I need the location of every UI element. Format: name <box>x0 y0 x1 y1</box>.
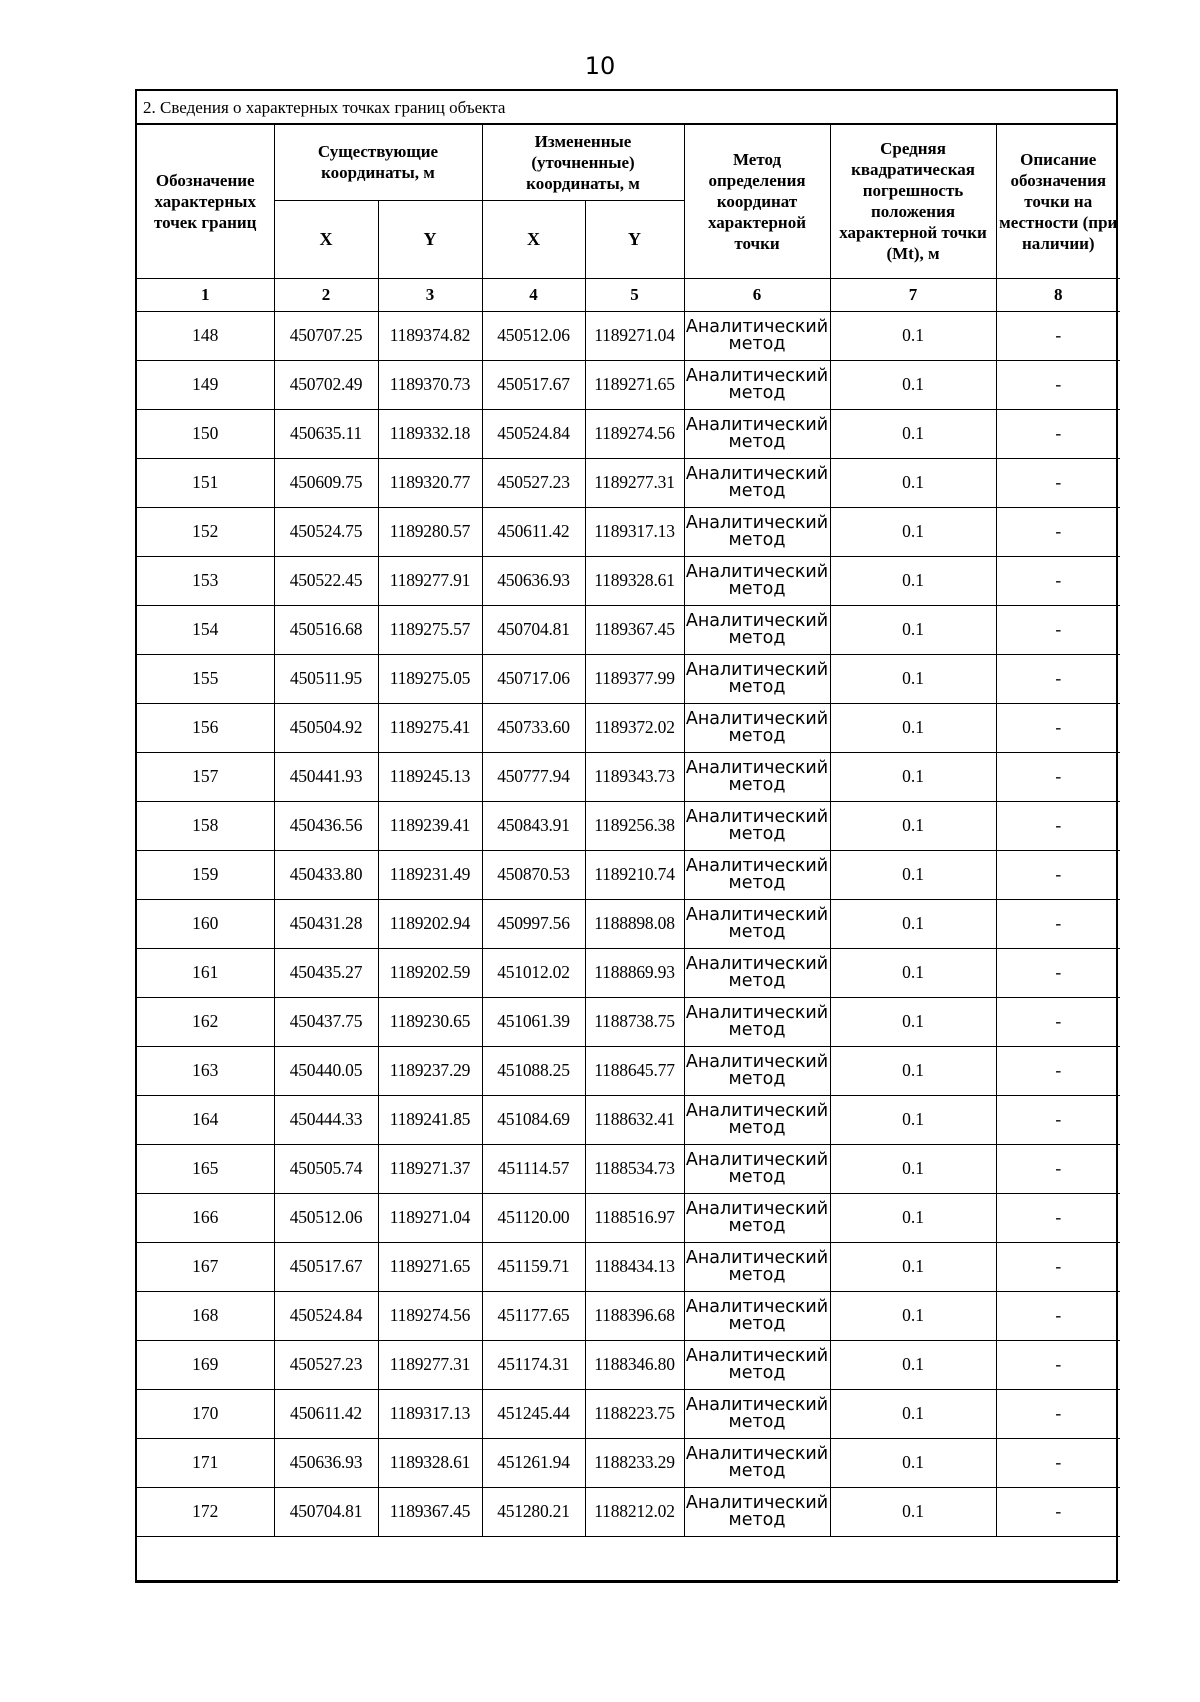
table-row <box>137 1340 1120 1389</box>
header-changed-coordinates: Измененные (уточненные) координаты, м <box>482 125 684 200</box>
existing-x-cell: 450504.92 <box>274 703 378 752</box>
changed-y-cell: 1189372.02 <box>585 703 684 752</box>
method-cell: Аналитический метод <box>684 1144 830 1193</box>
changed-x-cell: 450777.94 <box>482 752 585 801</box>
changed-y-cell: 1188534.73 <box>585 1144 684 1193</box>
changed-y-cell: 1188212.02 <box>585 1487 684 1536</box>
existing-y-cell: 1189275.57 <box>378 605 482 654</box>
method-cell: Аналитический метод <box>684 605 830 654</box>
error-cell: 0.1 <box>830 1046 996 1095</box>
changed-y-cell: 1188738.75 <box>585 997 684 1046</box>
method-cell: Аналитический метод <box>684 1389 830 1438</box>
description-cell: - <box>996 311 1120 360</box>
header-mean-square-error: Средняя квадратическая погрешность положения характерной точки (Mt), м <box>830 125 996 278</box>
table-row <box>137 1193 1120 1242</box>
description-cell: - <box>996 1291 1120 1340</box>
table-row <box>137 1438 1120 1487</box>
method-cell: Аналитический метод <box>684 1291 830 1340</box>
method-cell: Аналитический метод <box>684 1193 830 1242</box>
existing-x-cell: 450511.95 <box>274 654 378 703</box>
point-cell: 154 <box>137 605 274 654</box>
description-cell: - <box>996 1144 1120 1193</box>
existing-x-cell: 450527.23 <box>274 1340 378 1389</box>
section-title: 2. Сведения о характерных точках границ объекта <box>137 91 1116 125</box>
existing-x-cell: 450431.28 <box>274 899 378 948</box>
existing-x-cell: 450516.68 <box>274 605 378 654</box>
error-cell: 0.1 <box>830 1487 996 1536</box>
table-row <box>137 850 1120 899</box>
header-changed-x: X <box>482 200 585 278</box>
changed-x-cell: 450870.53 <box>482 850 585 899</box>
changed-x-cell: 451012.02 <box>482 948 585 997</box>
empty-cell <box>137 1536 1120 1580</box>
existing-y-cell: 1189277.31 <box>378 1340 482 1389</box>
description-cell: - <box>996 997 1120 1046</box>
changed-x-cell: 451084.69 <box>482 1095 585 1144</box>
point-cell: 161 <box>137 948 274 997</box>
method-cell: Аналитический метод <box>684 997 830 1046</box>
table-row <box>137 654 1120 703</box>
method-cell: Аналитический метод <box>684 654 830 703</box>
changed-x-cell: 450843.91 <box>482 801 585 850</box>
error-cell: 0.1 <box>830 752 996 801</box>
changed-y-cell: 1188632.41 <box>585 1095 684 1144</box>
table-row <box>137 409 1120 458</box>
existing-x-cell: 450609.75 <box>274 458 378 507</box>
existing-y-cell: 1189202.94 <box>378 899 482 948</box>
changed-y-cell: 1188516.97 <box>585 1193 684 1242</box>
description-cell: - <box>996 1242 1120 1291</box>
column-number: 8 <box>996 278 1120 311</box>
changed-y-cell: 1189256.38 <box>585 801 684 850</box>
changed-x-cell: 450512.06 <box>482 311 585 360</box>
column-number: 4 <box>482 278 585 311</box>
error-cell: 0.1 <box>830 311 996 360</box>
changed-x-cell: 451174.31 <box>482 1340 585 1389</box>
changed-x-cell: 450997.56 <box>482 899 585 948</box>
changed-y-cell: 1189271.65 <box>585 360 684 409</box>
existing-y-cell: 1189271.65 <box>378 1242 482 1291</box>
existing-y-cell: 1189332.18 <box>378 409 482 458</box>
description-cell: - <box>996 1046 1120 1095</box>
changed-y-cell: 1189271.04 <box>585 311 684 360</box>
method-cell: Аналитический метод <box>684 1242 830 1291</box>
table-row <box>137 605 1120 654</box>
error-cell: 0.1 <box>830 948 996 997</box>
point-cell: 158 <box>137 801 274 850</box>
existing-x-cell: 450435.27 <box>274 948 378 997</box>
table-row <box>137 1242 1120 1291</box>
boundary-points-section <box>135 89 1118 1583</box>
changed-x-cell: 450717.06 <box>482 654 585 703</box>
existing-x-cell: 450707.25 <box>274 311 378 360</box>
changed-x-cell: 450611.42 <box>482 507 585 556</box>
table-row <box>137 1487 1120 1536</box>
point-cell: 162 <box>137 997 274 1046</box>
point-cell: 152 <box>137 507 274 556</box>
error-cell: 0.1 <box>830 899 996 948</box>
existing-x-cell: 450524.75 <box>274 507 378 556</box>
table-row <box>137 899 1120 948</box>
header-existing-y: Y <box>378 200 482 278</box>
table-row <box>137 360 1120 409</box>
description-cell: - <box>996 1095 1120 1144</box>
changed-y-cell: 1189343.73 <box>585 752 684 801</box>
changed-x-cell: 451088.25 <box>482 1046 585 1095</box>
existing-y-cell: 1189241.85 <box>378 1095 482 1144</box>
existing-y-cell: 1189275.41 <box>378 703 482 752</box>
changed-y-cell: 1189210.74 <box>585 850 684 899</box>
error-cell: 0.1 <box>830 703 996 752</box>
header-existing-x: X <box>274 200 378 278</box>
existing-y-cell: 1189231.49 <box>378 850 482 899</box>
point-cell: 168 <box>137 1291 274 1340</box>
description-cell: - <box>996 1193 1120 1242</box>
table-row <box>137 997 1120 1046</box>
error-cell: 0.1 <box>830 1242 996 1291</box>
existing-y-cell: 1189202.59 <box>378 948 482 997</box>
changed-x-cell: 450733.60 <box>482 703 585 752</box>
description-cell: - <box>996 752 1120 801</box>
changed-y-cell: 1189328.61 <box>585 556 684 605</box>
changed-y-cell: 1188346.80 <box>585 1340 684 1389</box>
changed-x-cell: 451261.94 <box>482 1438 585 1487</box>
changed-y-cell: 1188869.93 <box>585 948 684 997</box>
point-cell: 150 <box>137 409 274 458</box>
existing-y-cell: 1189320.77 <box>378 458 482 507</box>
point-cell: 169 <box>137 1340 274 1389</box>
column-number: 6 <box>684 278 830 311</box>
table-row <box>137 1389 1120 1438</box>
existing-x-cell: 450444.33 <box>274 1095 378 1144</box>
changed-x-cell: 451114.57 <box>482 1144 585 1193</box>
existing-x-cell: 450441.93 <box>274 752 378 801</box>
table-row <box>137 801 1120 850</box>
point-cell: 159 <box>137 850 274 899</box>
existing-y-cell: 1189245.13 <box>378 752 482 801</box>
existing-y-cell: 1189230.65 <box>378 997 482 1046</box>
error-cell: 0.1 <box>830 507 996 556</box>
changed-y-cell: 1188434.13 <box>585 1242 684 1291</box>
table-row <box>137 1046 1120 1095</box>
changed-y-cell: 1189377.99 <box>585 654 684 703</box>
point-cell: 170 <box>137 1389 274 1438</box>
changed-y-cell: 1188645.77 <box>585 1046 684 1095</box>
method-cell: Аналитический метод <box>684 948 830 997</box>
header-method: Метод определения координат характерной точки <box>684 125 830 278</box>
table-row <box>137 948 1120 997</box>
table-row <box>137 311 1120 360</box>
existing-y-cell: 1189275.05 <box>378 654 482 703</box>
description-cell: - <box>996 948 1120 997</box>
table-row <box>137 507 1120 556</box>
description-cell: - <box>996 556 1120 605</box>
error-cell: 0.1 <box>830 1340 996 1389</box>
error-cell: 0.1 <box>830 409 996 458</box>
description-cell: - <box>996 1438 1120 1487</box>
changed-x-cell: 450704.81 <box>482 605 585 654</box>
existing-x-cell: 450704.81 <box>274 1487 378 1536</box>
method-cell: Аналитический метод <box>684 1438 830 1487</box>
changed-x-cell: 451120.00 <box>482 1193 585 1242</box>
existing-x-cell: 450635.11 <box>274 409 378 458</box>
changed-y-cell: 1188898.08 <box>585 899 684 948</box>
point-cell: 160 <box>137 899 274 948</box>
existing-y-cell: 1189328.61 <box>378 1438 482 1487</box>
existing-x-cell: 450702.49 <box>274 360 378 409</box>
error-cell: 0.1 <box>830 605 996 654</box>
existing-x-cell: 450636.93 <box>274 1438 378 1487</box>
error-cell: 0.1 <box>830 1438 996 1487</box>
point-cell: 172 <box>137 1487 274 1536</box>
changed-x-cell: 451280.21 <box>482 1487 585 1536</box>
changed-x-cell: 450517.67 <box>482 360 585 409</box>
existing-x-cell: 450522.45 <box>274 556 378 605</box>
changed-y-cell: 1189317.13 <box>585 507 684 556</box>
existing-x-cell: 450433.80 <box>274 850 378 899</box>
method-cell: Аналитический метод <box>684 458 830 507</box>
table-row <box>137 458 1120 507</box>
method-cell: Аналитический метод <box>684 1340 830 1389</box>
existing-x-cell: 450517.67 <box>274 1242 378 1291</box>
changed-y-cell: 1188223.75 <box>585 1389 684 1438</box>
changed-y-cell: 1188396.68 <box>585 1291 684 1340</box>
description-cell: - <box>996 1389 1120 1438</box>
point-cell: 164 <box>137 1095 274 1144</box>
column-number: 7 <box>830 278 996 311</box>
table-row <box>137 1144 1120 1193</box>
existing-y-cell: 1189280.57 <box>378 507 482 556</box>
point-cell: 153 <box>137 556 274 605</box>
method-cell: Аналитический метод <box>684 850 830 899</box>
error-cell: 0.1 <box>830 458 996 507</box>
description-cell: - <box>996 654 1120 703</box>
error-cell: 0.1 <box>830 1389 996 1438</box>
description-cell: - <box>996 360 1120 409</box>
existing-x-cell: 450437.75 <box>274 997 378 1046</box>
header-existing-coordinates: Существующие координаты, м <box>274 125 482 200</box>
point-cell: 157 <box>137 752 274 801</box>
header-point-designation: Обозначение характерных точек границ <box>137 125 274 278</box>
point-cell: 149 <box>137 360 274 409</box>
point-cell: 155 <box>137 654 274 703</box>
method-cell: Аналитический метод <box>684 1046 830 1095</box>
changed-x-cell: 450527.23 <box>482 458 585 507</box>
error-cell: 0.1 <box>830 850 996 899</box>
table-row <box>137 1095 1120 1144</box>
method-cell: Аналитический метод <box>684 556 830 605</box>
point-cell: 165 <box>137 1144 274 1193</box>
point-cell: 167 <box>137 1242 274 1291</box>
changed-y-cell: 1189274.56 <box>585 409 684 458</box>
existing-y-cell: 1189274.56 <box>378 1291 482 1340</box>
point-cell: 148 <box>137 311 274 360</box>
table-row <box>137 703 1120 752</box>
table-row <box>137 1291 1120 1340</box>
changed-x-cell: 451159.71 <box>482 1242 585 1291</box>
error-cell: 0.1 <box>830 1095 996 1144</box>
existing-y-cell: 1189374.82 <box>378 311 482 360</box>
method-cell: Аналитический метод <box>684 899 830 948</box>
error-cell: 0.1 <box>830 801 996 850</box>
method-cell: Аналитический метод <box>684 311 830 360</box>
description-cell: - <box>996 899 1120 948</box>
changed-x-cell: 451245.44 <box>482 1389 585 1438</box>
description-cell: - <box>996 458 1120 507</box>
existing-y-cell: 1189271.04 <box>378 1193 482 1242</box>
column-number: 5 <box>585 278 684 311</box>
description-cell: - <box>996 703 1120 752</box>
existing-x-cell: 450524.84 <box>274 1291 378 1340</box>
existing-x-cell: 450512.06 <box>274 1193 378 1242</box>
existing-y-cell: 1189239.41 <box>378 801 482 850</box>
method-cell: Аналитический метод <box>684 507 830 556</box>
existing-y-cell: 1189237.29 <box>378 1046 482 1095</box>
method-cell: Аналитический метод <box>684 801 830 850</box>
method-cell: Аналитический метод <box>684 703 830 752</box>
point-cell: 151 <box>137 458 274 507</box>
description-cell: - <box>996 801 1120 850</box>
existing-x-cell: 450611.42 <box>274 1389 378 1438</box>
method-cell: Аналитический метод <box>684 752 830 801</box>
description-cell: - <box>996 409 1120 458</box>
error-cell: 0.1 <box>830 556 996 605</box>
existing-y-cell: 1189277.91 <box>378 556 482 605</box>
table-row <box>137 752 1120 801</box>
table-body <box>137 311 1120 1536</box>
changed-x-cell: 450524.84 <box>482 409 585 458</box>
empty-footer-row <box>137 1536 1120 1580</box>
column-number: 3 <box>378 278 482 311</box>
changed-y-cell: 1188233.29 <box>585 1438 684 1487</box>
existing-x-cell: 450505.74 <box>274 1144 378 1193</box>
page-number: 10 <box>584 52 616 80</box>
header-description: Описание обозначения точки на местности (при наличии) <box>996 125 1120 278</box>
existing-y-cell: 1189370.73 <box>378 360 482 409</box>
changed-x-cell: 450636.93 <box>482 556 585 605</box>
existing-x-cell: 450436.56 <box>274 801 378 850</box>
description-cell: - <box>996 1340 1120 1389</box>
error-cell: 0.1 <box>830 1144 996 1193</box>
existing-y-cell: 1189271.37 <box>378 1144 482 1193</box>
changed-y-cell: 1189277.31 <box>585 458 684 507</box>
header-changed-y: Y <box>585 200 684 278</box>
boundary-points-table <box>137 125 1120 1581</box>
error-cell: 0.1 <box>830 1291 996 1340</box>
existing-y-cell: 1189317.13 <box>378 1389 482 1438</box>
description-cell: - <box>996 1487 1120 1536</box>
column-number: 2 <box>274 278 378 311</box>
method-cell: Аналитический метод <box>684 1095 830 1144</box>
description-cell: - <box>996 507 1120 556</box>
point-cell: 156 <box>137 703 274 752</box>
changed-y-cell: 1189367.45 <box>585 605 684 654</box>
table-row <box>137 556 1120 605</box>
point-cell: 166 <box>137 1193 274 1242</box>
changed-x-cell: 451061.39 <box>482 997 585 1046</box>
point-cell: 163 <box>137 1046 274 1095</box>
existing-x-cell: 450440.05 <box>274 1046 378 1095</box>
point-cell: 171 <box>137 1438 274 1487</box>
column-number-row <box>137 278 1120 311</box>
error-cell: 0.1 <box>830 997 996 1046</box>
column-number: 1 <box>137 278 274 311</box>
method-cell: Аналитический метод <box>684 409 830 458</box>
changed-x-cell: 451177.65 <box>482 1291 585 1340</box>
method-cell: Аналитический метод <box>684 360 830 409</box>
description-cell: - <box>996 850 1120 899</box>
error-cell: 0.1 <box>830 360 996 409</box>
existing-y-cell: 1189367.45 <box>378 1487 482 1536</box>
error-cell: 0.1 <box>830 654 996 703</box>
method-cell: Аналитический метод <box>684 1487 830 1536</box>
error-cell: 0.1 <box>830 1193 996 1242</box>
description-cell: - <box>996 605 1120 654</box>
